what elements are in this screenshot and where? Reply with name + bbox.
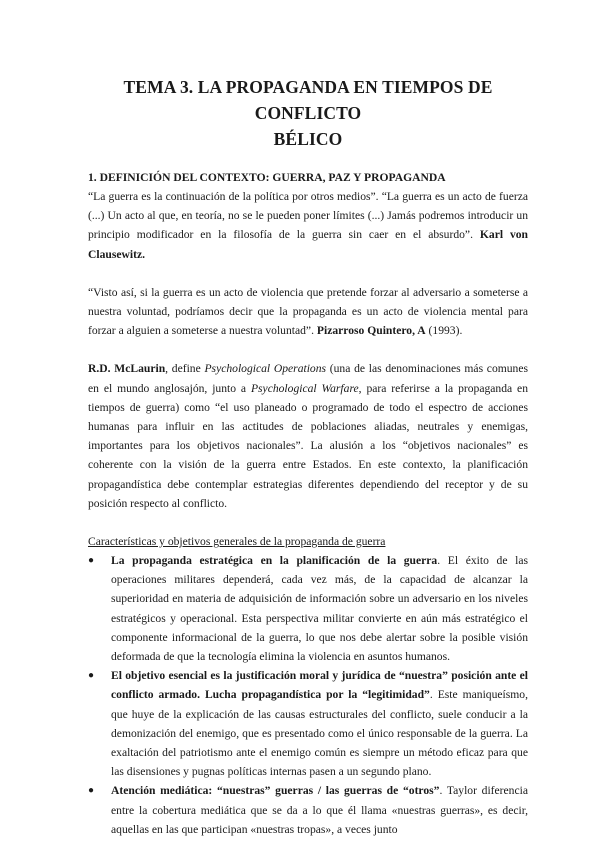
list-item-text: . Este maniqueísmo, que huye de la explicación de las causas estructurales del conflicto, suele conducir a la demonización del enemigo, que es presentado como el único responsable de la guerra. La exaltación del patriotismo ante el enemigo común es siempre un método eficaz para que las disensiones y pugnas políticas internas pasen a un segundo plano. xyxy=(111,688,528,779)
mclaurin-paragraph: R.D. McLaurin, define Psychological Operations (una de las denominaciones más comunes en el mundo anglosajón, junto a Psychological Warfare, para referirse a la propaganda en tiempos de guerra) como “el uso planeado o programado de todo el espectro de acciones humanas para influir en las actitudes de poblaciones aliadas, neutrales y enemigas, importantes para los objetivos nacionales”. La alusión a los “objetivos nacionales” es coherente con la visión de la guerra entre Estados. En este contexto, la planificación propagandística debe contemplar estrategias diferentes dependiendo del receptor y de su posición respecto al conflicto. xyxy=(88,362,529,510)
quote-author: Karl von Clausewitz. xyxy=(88,228,529,261)
quote-year: (1993). xyxy=(425,324,463,338)
document-page xyxy=(88,74,528,839)
pizarroso-quote xyxy=(88,283,528,341)
list-item-text: . Taylor diferencia entre la cobertura mediática que se da a lo que él llama «nuestras guerras», es decir, aquellas en las que participan «nuestras tropas», a veces junto xyxy=(111,784,528,836)
quote-text: “Visto así, si la guerra es un acto de violencia que pretende forzar al adversario a someterse a nuestra voluntad, podríamos decir que la propaganda es un acto de violencia mental para forzar a alguien a someterse a nuestra voluntad”. xyxy=(88,285,528,338)
bullet-icon: ● xyxy=(88,555,95,567)
list-item-text: . El éxito de las operaciones militares dependerá, cada vez más, de la capacidad de alcanzar la superioridad en materia de adquisición de información sobre un adversario en los niveles estratégicos y operacional. Esta perspectiva militar convierte en aún más estratégico el componente informacional de la guerra, lo que nos debe alertar sobre la posible visión deformada de que la tecnología elimina la violencia en asuntos humanos. xyxy=(111,554,528,664)
bullet-list xyxy=(88,551,528,839)
term-psychological-operations: Psychological Operations xyxy=(204,362,327,376)
list-item-lead: La propaganda estratégica en la planificación de la guerra xyxy=(111,554,438,568)
section-heading: 1. DEFINICIÓN DEL CONTEXTO: GUERRA, PAZ Y PROPAGANDA xyxy=(88,171,446,184)
paragraph-author: R.D. McLaurin xyxy=(88,362,166,376)
list-item xyxy=(88,551,528,666)
subsection-heading: Características y objetivos generales de la propaganda de guerra xyxy=(88,535,386,549)
list-item-lead: Atención mediática: “nuestras” guerras / las guerras de “otros” xyxy=(111,784,440,798)
document-title xyxy=(88,74,528,152)
list-item xyxy=(88,781,528,839)
quote-text: “La guerra es la continuación de la política por otros medios”. “La guerra es un acto de fuerza (...) Un acto al que, en teoría, no se le pueden poner límites (...) Jamás podremos introducir un principio modificador en la filosofía de la guerra sin caer en el absurdo”. xyxy=(88,190,528,242)
term-psychological-warfare: Psychological Warfare xyxy=(250,381,359,395)
list-item xyxy=(88,666,528,781)
list-item-lead: El objetivo esencial es la justificación moral y jurídica de “nuestra” posición ante el conflicto armado. Lucha propagandística por la “legitimidad” xyxy=(111,669,528,702)
clausewitz-quote xyxy=(88,187,528,264)
quote-author: Pizarroso Quintero, A xyxy=(316,324,426,338)
title-line-2: BÉLICO xyxy=(273,129,343,149)
bullet-icon: ● xyxy=(88,785,95,797)
bullet-icon: ● xyxy=(88,670,95,682)
title-line-1: TEMA 3. LA PROPAGANDA EN TIEMPOS DE CONFLICTO xyxy=(123,77,493,123)
